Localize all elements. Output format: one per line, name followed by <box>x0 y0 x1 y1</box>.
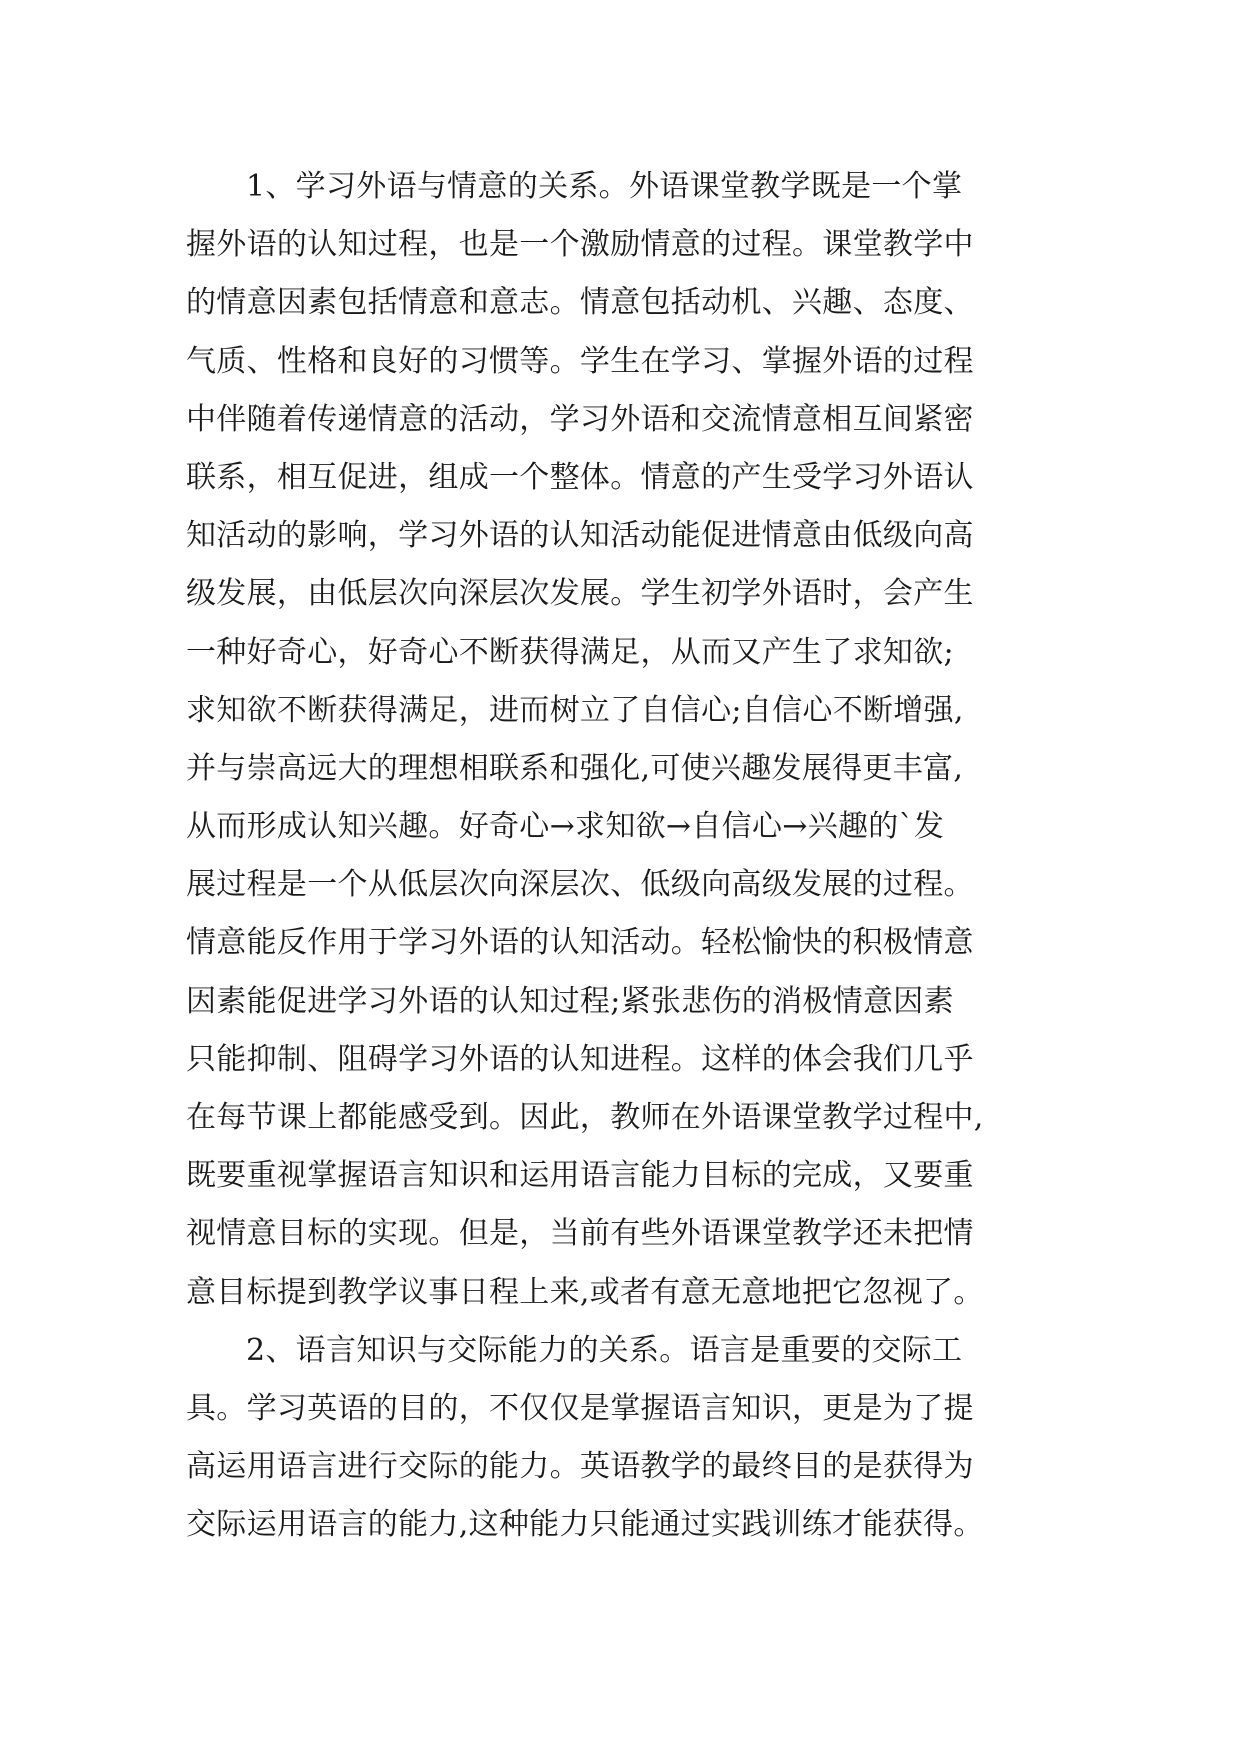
text-line: 意目标提到教学议事日程上来,或者有意无意地把它忽视了。 <box>186 1274 984 1310</box>
text-line: 交际运用语言的能力,这种能力只能通过实践训练才能获得。 <box>186 1507 984 1543</box>
text-line: 情意能反作用于学习外语的认知活动。轻松愉快的积极情意 <box>186 925 974 961</box>
text-line: 求知欲不断获得满足，进而树立了自信心;自信心不断增强, <box>186 692 964 728</box>
paragraph-1 <box>186 158 1076 1322</box>
paragraph-2 <box>186 1322 1076 1555</box>
text-line: 在每节课上都能感受到。因此，教师在外语课堂教学过程中, <box>186 1100 984 1135</box>
text-line: 联系，相互促进，组成一个整体。情意的产生受学习外语认 <box>186 459 974 495</box>
text-line: 握外语的认知过程，也是一个激励情意的过程。课堂教学中 <box>186 227 974 263</box>
text-line: 知活动的影响，学习外语的认知活动能促进情意由低级向高 <box>186 518 974 554</box>
text-line: 具。学习英语的目的，不仅仅是掌握语言知识，更是为了提 <box>186 1390 974 1426</box>
text-line: 的情意因素包括情意和意志。情意包括动机、兴趣、态度、 <box>186 285 974 321</box>
text-line: 高运用语言进行交际的能力。英语教学的最终目的是获得为 <box>186 1449 974 1485</box>
text-line: 只能抑制、阻碍学习外语的认知进程。这样的体会我们几乎 <box>186 1041 974 1077</box>
text-line: 1、学习外语与情意的关系。外语课堂教学既是一个掌 <box>246 169 963 204</box>
text-line: 级发展，由低层次向深层次发展。学生初学外语时，会产生 <box>186 576 974 612</box>
text-line: 气质、性格和良好的习惯等。学生在学习、掌握外语的过程 <box>186 343 974 379</box>
text-line: 一种好奇心，好奇心不断获得满足，从而又产生了求知欲; <box>186 634 954 670</box>
text-line: 展过程是一个从低层次向深层次、低级向高级发展的过程。 <box>186 867 974 903</box>
text-line: 视情意目标的实现。但是，当前有些外语课堂教学还未把情 <box>186 1216 974 1252</box>
text-line: 2、语言知识与交际能力的关系。语言是重要的交际工 <box>246 1332 963 1368</box>
text-line: 既要重视掌握语言知识和运用语言能力目标的完成，又要重 <box>186 1158 974 1194</box>
body-text <box>186 158 1076 1555</box>
text-line: 从而形成认知兴趣。好奇心→求知欲→自信心→兴趣的`发 <box>186 809 945 845</box>
text-line: 因素能促进学习外语的认知过程;紧张悲伤的消极情意因素 <box>186 983 954 1019</box>
text-line: 并与崇高远大的理想相联系和强化,可使兴趣发展得更丰富, <box>186 750 964 786</box>
text-line: 中伴随着传递情意的活动，学习外语和交流情意相互间紧密 <box>186 401 974 437</box>
